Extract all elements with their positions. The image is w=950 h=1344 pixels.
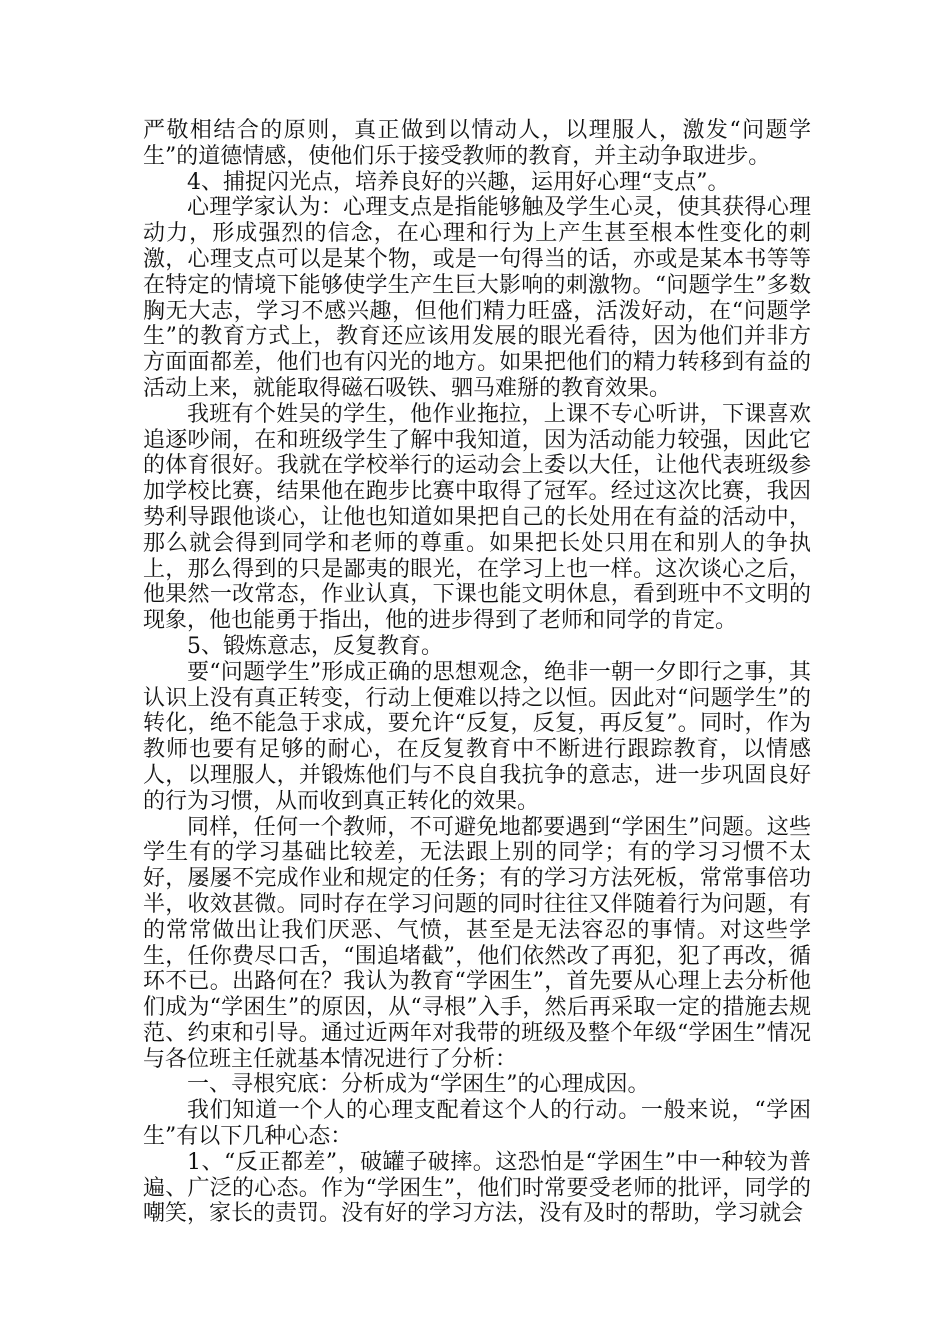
- paragraph-3: 心理学家认为：心理支点是指能够触及学生心灵，使其获得心理动力，形成强烈的信念，在心理和行为上产生甚至根本性变化的刺激，心理支点可以是某个物，或是一句得当的话，亦或是某本书等等在特定的情境下能够使学生产生巨大影响的刺激物。“问题学生”多数胸无大志，学习不感兴趣，但他们精力旺盛，活泼好动，在“问题学生”的教育方式上，教育还应该用发展的眼光看待，因为他们并非方方面面都差，他们也有闪光的地方。如果把他们的精力转移到有益的活动上来，就能取得磁石吸铁、驷马难掰的教育效果。: [143, 195, 811, 401]
- paragraph-4: 我班有个姓吴的学生，他作业拖拉，上课不专心听讲，下课喜欢追逐吵闹，在和班级学生了解中我知道，因为活动能力较强，因此它的体育很好。我就在学校举行的运动会上委以大任，让他代表班级参加学校比赛，结果他在跑步比赛中取得了冠军。经过这次比赛，我因势利导跟他谈心，让他也知道如果把自己的长处用在有益的活动中，那么就会得到同学和老师的尊重。如果把长处只用在和别人的争执上，那么得到的只是鄙夷的眼光，在学习上也一样。这次谈心之后，他果然一改常态，作业认真，下课也能文明休息，看到班中不文明的现象，他也能勇于指出，他的进步得到了老师和同学的肯定。: [143, 401, 811, 634]
- paragraph-5-heading-5: 5、锻炼意志，反复教育。: [187, 633, 443, 659]
- paragraph-9: 我们知道一个人的心理支配着这个人的行动。一般来说，“学困生”有以下几种心态：: [143, 1098, 811, 1150]
- paragraph-7: 同样，任何一个教师，不可避免地都要遇到“学困生”问题。这些学生有的学习基础比较差，无法跟上别的同学；有的学习习惯不太好，屡屡不完成作业和规定的任务；有的学习方法死板，常常事倍功半，收效甚微。同时存在学习问题的同时往往又伴随着行为问题，有的常常做出让我们厌恶、气愤，甚至是无法容忍的事情。对这些学生，任你费尽口舌，“围追堵截”，他们依然改了再犯，犯了再改，循环不已。出路何在？我认为教育“学困生”，首先要从心理上去分析他们成为“学困生”的原因，从“寻根”入手，然后再采取一定的措施去规范、约束和引导。通过近两年对我带的班级及整个年级“学困生”情况与各位班主任就基本情况进行了分析：: [143, 814, 811, 1072]
- paragraph-8-section-heading: 一、寻根究底：分析成为“学困生”的心理成因。: [187, 1072, 650, 1098]
- paragraph-2-heading-4: 4、捕捉闪光点，培养良好的兴趣，运用好心理“支点”。: [187, 169, 730, 195]
- paragraph-1: 严敬相结合的原则，真正做到以情动人，以理服人，激发“问题学生”的道德情感，使他们乐于接受教师的教育，并主动争取进步。: [143, 118, 811, 169]
- paragraph-6: 要“问题学生”形成正确的思想观念，绝非一朝一夕即行之事，其认识上没有真正转变，行动上便难以持之以恒。因此对“问题学生”的转化，绝不能急于求成，要允许“反复，反复，再反复”。同时，作为教师也要有足够的耐心，在反复教育中不断进行跟踪教育，以情感人，以理服人，并锻炼他们与不良自我抗争的意志，进一步巩固良好的行为习惯，从而收到真正转化的效果。: [143, 659, 811, 814]
- document-body: [143, 118, 811, 1227]
- paragraph-10: 1、“反正都差”，破罐子破摔。这恐怕是“学困生”中一种较为普遍、广泛的心态。作为“学困生”，他们时常要受老师的批评，同学的嘲笑，家长的责罚。没有好的学习方法，没有及时的帮助，学习就会: [143, 1149, 811, 1227]
